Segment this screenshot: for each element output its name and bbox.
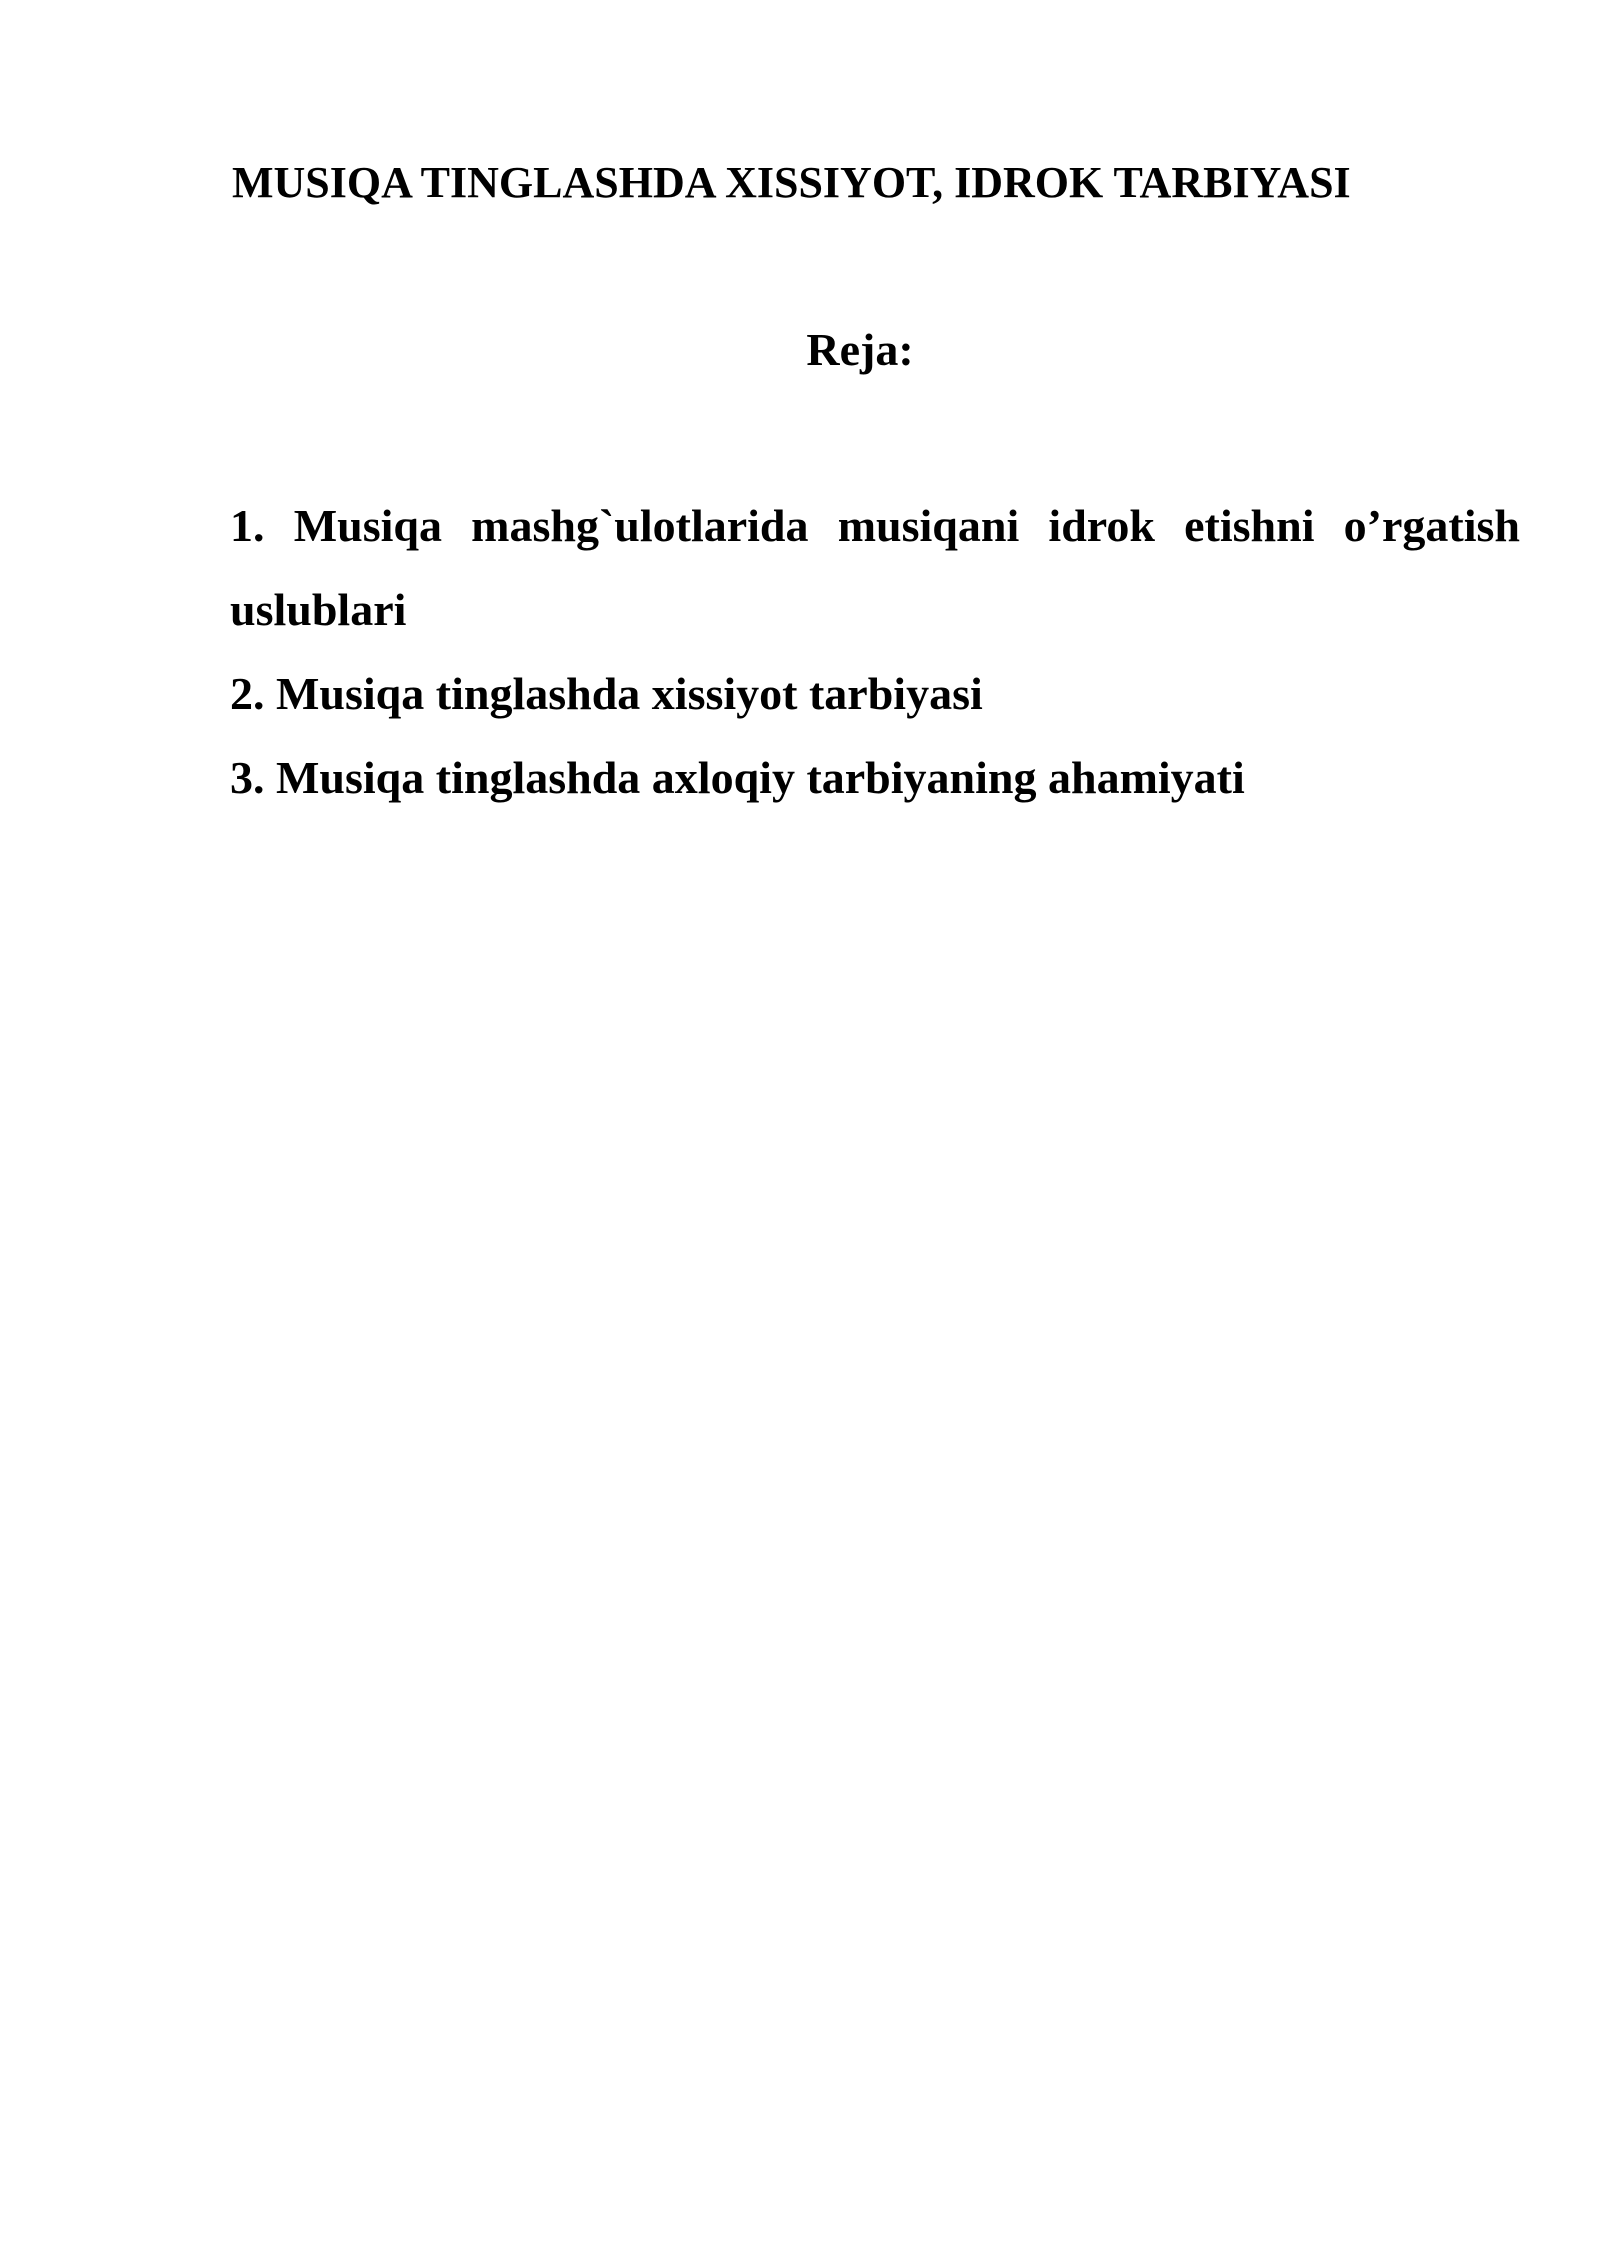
document-title: MUSIQA TINGLASHDA XISSIYOT, IDROK TARBIYASI	[232, 158, 1351, 207]
plan-item	[230, 484, 1520, 652]
plan-item-text: Musiqa mashg`ulotlarida musiqani idrok etishni o’rgatish uslublari	[230, 500, 1520, 635]
plan-item-number: 3.	[230, 752, 265, 803]
plan-list	[230, 484, 1520, 820]
plan-item-text: Musiqa tinglashda axloqiy tarbiyaning ahamiyati	[276, 752, 1245, 803]
plan-item-number: 1.	[230, 500, 265, 551]
plan-item-number: 2.	[230, 668, 265, 719]
plan-item-text: Musiqa tinglashda xissiyot tarbiyasi	[276, 668, 983, 719]
plan-heading: Reja:	[806, 324, 914, 375]
plan-item	[230, 736, 1520, 820]
plan-item	[230, 652, 1520, 736]
